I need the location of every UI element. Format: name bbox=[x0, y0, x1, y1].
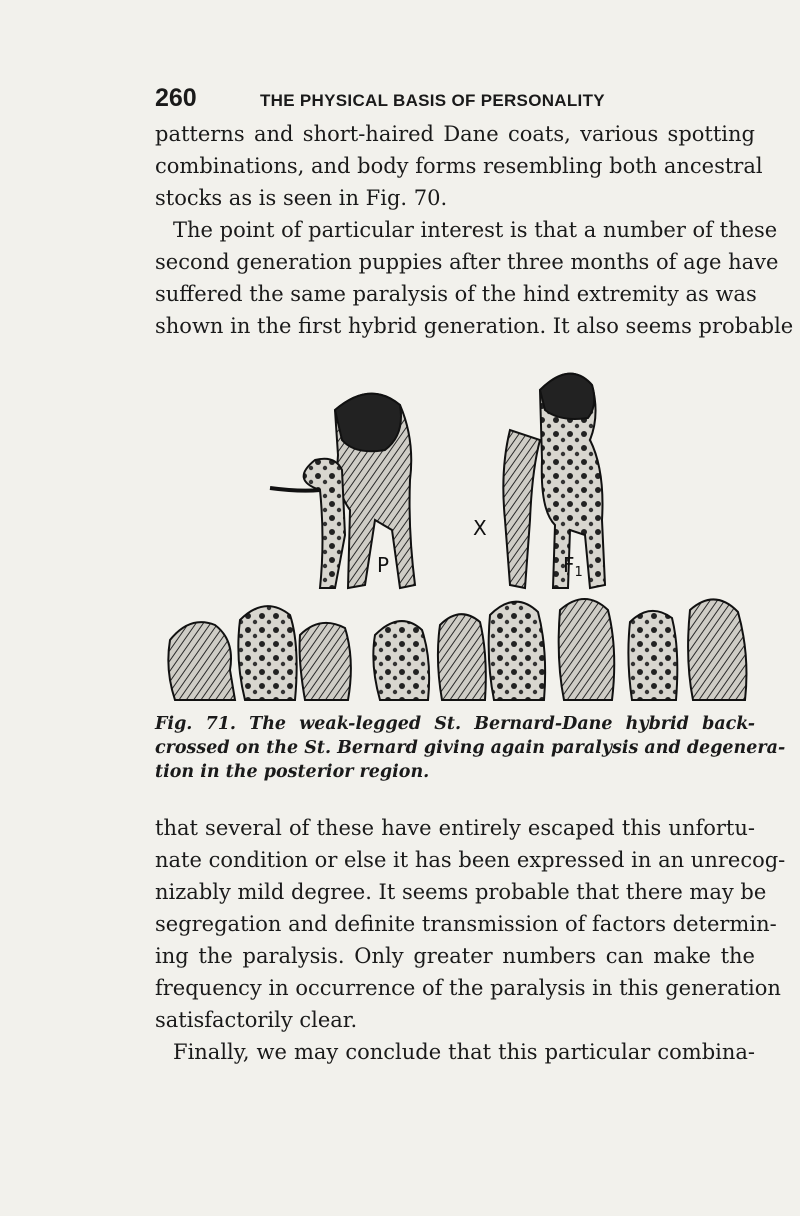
text-line: shown in the first hybrid generation. It also seems probable bbox=[155, 314, 794, 338]
text-line: Finally, we may conclude that this particular combina- bbox=[173, 1040, 755, 1064]
dogs-drawing bbox=[160, 360, 756, 705]
body-text-bottom bbox=[155, 812, 786, 1068]
text-line: frequency in occurrence of the paralysis in this generation bbox=[155, 976, 781, 1000]
text-line: ing the paralysis. Only greater numbers can make the bbox=[155, 944, 755, 968]
cross-symbol: X bbox=[473, 516, 487, 540]
text-line: combinations, and body forms resembling both ancestral bbox=[155, 154, 763, 178]
label-parent-f: $F_1$ bbox=[563, 553, 583, 580]
text-line: The point of particular interest is that a number of these bbox=[173, 218, 778, 242]
label-parent-p: P bbox=[377, 553, 390, 577]
caption-line: tion in the posterior region. bbox=[155, 762, 430, 782]
text-line: suffered the same paralysis of the hind extremity as was bbox=[155, 282, 757, 306]
text-line: second generation puppies after three months of age have bbox=[155, 250, 779, 274]
text-line: stocks as is seen in Fig. 70. bbox=[155, 186, 448, 210]
figure-caption bbox=[155, 712, 786, 784]
text-line: satisfactorily clear. bbox=[155, 1008, 358, 1032]
text-line: nizably mild degree. It seems probable that there may be bbox=[155, 880, 767, 904]
caption-line: Fig. 71. The weak-legged St. Bernard-Dane hybrid back- bbox=[155, 714, 755, 734]
puppies-row bbox=[168, 599, 746, 700]
running-head: THE PHYSICAL BASIS OF PERSONALITY bbox=[260, 91, 605, 110]
text-line: patterns and short-haired Dane coats, various spotting bbox=[155, 122, 755, 146]
page-header bbox=[155, 84, 755, 116]
text-line: that several of these have entirely escaped this unfortu- bbox=[155, 816, 755, 840]
caption-line: crossed on the St. Bernard giving again paralysis and degenera- bbox=[155, 738, 786, 758]
parent-dog-left bbox=[270, 394, 415, 588]
figure-71-illustration bbox=[160, 360, 756, 705]
page-number: 260 bbox=[155, 84, 197, 112]
text-line: nate condition or else it has been expressed in an unrecog- bbox=[155, 848, 786, 872]
parent-dog-right bbox=[503, 374, 605, 588]
text-line: segregation and definite transmission of factors determin- bbox=[155, 912, 777, 936]
body-text-top bbox=[155, 118, 794, 342]
